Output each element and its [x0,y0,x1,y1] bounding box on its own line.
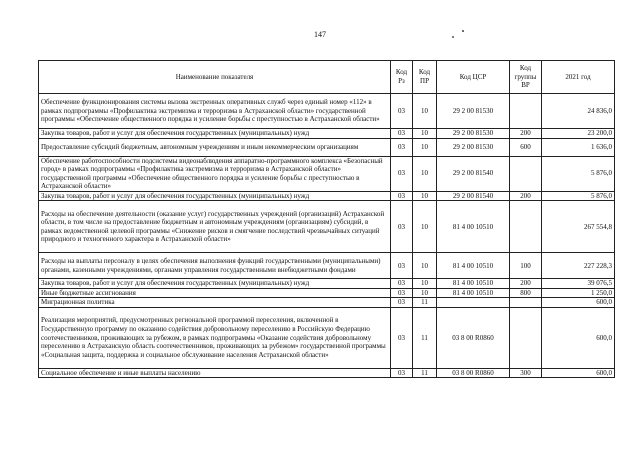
page-number: 147 [314,30,326,39]
header-vr: Код группы ВР [510,61,542,94]
scan-speck [462,30,464,32]
row-pr-cell: 10 [413,94,437,129]
header-name: Наименование показателя [39,61,391,94]
row-rz-cell: 03 [391,191,413,201]
row-pr-cell: 11 [413,307,437,368]
row-name-cell: Иные бюджетные ассигнования [39,288,391,298]
row-amount-cell: 24 836,0 [542,94,615,129]
table-row [39,201,615,253]
table-row [39,279,615,289]
row-vr-cell [510,307,542,368]
row-name-cell: Обеспечение работоспособности подсистемы видеонаблюдения аппаратно-программного комплекса «Безопасный город» в рамках подпрограммы «Профилактика экстремизма и терроризма в Астраханской области» государственной программы «Обеспечение общественного порядка и усиление борьбы с преступностью в Астраханской области» [39,156,391,191]
row-csr-cell: 81 4 00 10510 [437,288,510,298]
row-vr-cell: 600 [510,138,542,156]
budget-table [38,60,615,378]
row-vr-cell: 800 [510,288,542,298]
table-row [39,156,615,191]
table-row [39,288,615,298]
row-pr-cell: 10 [413,129,437,139]
table-row [39,253,615,279]
row-vr-cell [510,94,542,129]
row-amount-cell: 23 200,0 [542,129,615,139]
row-vr-cell: 200 [510,191,542,201]
row-amount-cell: 267 554,8 [542,201,615,253]
table-row [39,368,615,378]
row-pr-cell: 10 [413,156,437,191]
row-amount-cell: 600,0 [542,298,615,308]
row-amount-cell: 1 636,0 [542,138,615,156]
row-pr-cell: 11 [413,368,437,378]
scan-speck [452,36,454,38]
table-row [39,94,615,129]
row-vr-cell [510,298,542,308]
row-amount-cell: 5 876,0 [542,191,615,201]
table-body [39,94,615,378]
row-name-cell: Закупка товаров, работ и услуг для обеспечения государственных (муниципальных) нужд [39,191,391,201]
row-name-cell: Социальное обеспечение и иные выплаты населению [39,368,391,378]
row-pr-cell: 11 [413,298,437,308]
header-year: 2021 год [542,61,615,94]
table-row [39,298,615,308]
row-pr-cell: 10 [413,201,437,253]
row-amount-cell: 5 876,0 [542,156,615,191]
row-rz-cell: 03 [391,129,413,139]
row-amount-cell: 227 228,3 [542,253,615,279]
row-rz-cell: 03 [391,138,413,156]
row-csr-cell [437,298,510,308]
budget-table-container [38,60,614,378]
header-pr: Код ПР [413,61,437,94]
row-amount-cell: 39 076,5 [542,279,615,289]
row-vr-cell: 200 [510,279,542,289]
row-rz-cell: 03 [391,307,413,368]
row-rz-cell: 03 [391,253,413,279]
row-vr-cell: 100 [510,253,542,279]
table-row [39,129,615,139]
row-vr-cell: 200 [510,129,542,139]
row-amount-cell: 1 250,0 [542,288,615,298]
row-pr-cell: 10 [413,288,437,298]
header-csr: Код ЦСР [437,61,510,94]
table-header-row [39,61,615,94]
row-csr-cell: 81 4 00 10510 [437,279,510,289]
row-amount-cell: 600,0 [542,307,615,368]
row-name-cell: Закупка товаров, работ и услуг для обеспечения государственных (муниципальных) нужд [39,279,391,289]
row-csr-cell: 81 4 00 10510 [437,253,510,279]
row-name-cell: Реализация мероприятий, предусмотренных региональной программой переселения, включенной в Государственную программу по оказанию содействия добровольному переселению в Российскую Федерацию соотечественников, проживающих за рубежом, в рамках подпрограммы «Оказание содействия добровольному переселению в Астраханскую область соотечественников, проживающих за рубежом» государственной программы «Социальная защита, поддержка и социальное обслуживание населения Астраханской области» [39,307,391,368]
row-name-cell: Закупка товаров, работ и услуг для обеспечения государственных (муниципальных) нужд [39,129,391,139]
row-rz-cell: 03 [391,298,413,308]
row-pr-cell: 10 [413,191,437,201]
row-pr-cell: 10 [413,138,437,156]
row-rz-cell: 03 [391,368,413,378]
table-row [39,138,615,156]
row-vr-cell: 300 [510,368,542,378]
table-row [39,307,615,368]
table-row [39,191,615,201]
row-name-cell: Предоставление субсидий бюджетным, автономным учреждениям и иным некоммерческим организациям [39,138,391,156]
row-amount-cell: 600,0 [542,368,615,378]
row-vr-cell [510,156,542,191]
row-rz-cell: 03 [391,288,413,298]
row-csr-cell: 03 8 00 R0860 [437,307,510,368]
row-name-cell: Миграционная политика [39,298,391,308]
row-rz-cell: 03 [391,279,413,289]
row-rz-cell: 03 [391,201,413,253]
row-csr-cell: 29 2 00 81540 [437,156,510,191]
row-csr-cell: 29 2 00 81540 [437,191,510,201]
row-pr-cell: 10 [413,279,437,289]
header-rz: Код Рз [391,61,413,94]
row-csr-cell: 29 2 00 81530 [437,138,510,156]
row-name-cell: Обеспечение функционирования системы вызова экстренных оперативных служб через единый номер «112» в рамках подпрограммы «Профилактика экстремизма и терроризма в Астраханской области» государственной программы «Обеспечение общественного порядка и усиление борьбы с преступностью в Астраханской области» [39,94,391,129]
row-name-cell: Расходы на обеспечение деятельности (оказание услуг) государственных учреждений (организаций) Астраханской области, в том числе на предоставление бюджетным и автономным учреждениям (организациям) субсидий, в рамках ведомственной целевой программы «Снижение рисков и смягчение последствий чрезвычайных ситуаций природного и техногенного характера в Астраханской области» [39,201,391,253]
row-rz-cell: 03 [391,156,413,191]
row-csr-cell: 29 2 00 81530 [437,129,510,139]
row-rz-cell: 03 [391,94,413,129]
row-vr-cell [510,201,542,253]
row-csr-cell: 29 2 00 81530 [437,94,510,129]
row-pr-cell: 10 [413,253,437,279]
row-name-cell: Расходы на выплаты персоналу в целях обеспечения выполнения функций государственными (муниципальными) органами, казенными учреждениями, органами управления государственными внебюджетными фондами [39,253,391,279]
row-csr-cell: 03 8 00 R0860 [437,368,510,378]
row-csr-cell: 81 4 00 10510 [437,201,510,253]
